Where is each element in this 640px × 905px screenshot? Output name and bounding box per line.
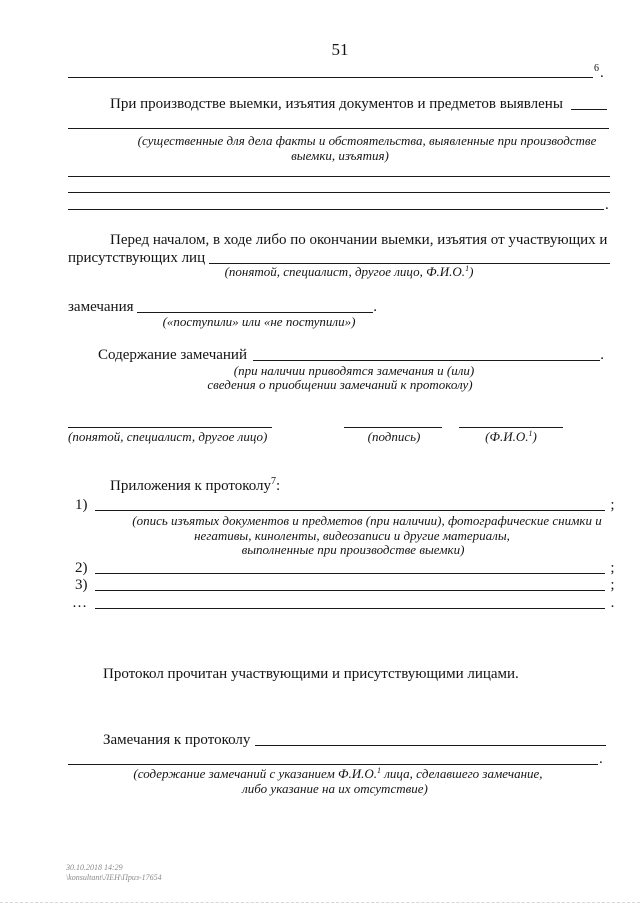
remarks-status-end-mark: . xyxy=(373,299,377,315)
participants-fill-line xyxy=(209,249,610,264)
attachments-title xyxy=(110,477,280,495)
signature-person-caption: (понятой, специалист, другое лицо) xyxy=(68,429,268,444)
protocol-remarks-fill-line-1 xyxy=(255,731,606,746)
signature-name-caption xyxy=(461,429,561,444)
participants-label: присутствующих лиц xyxy=(68,250,206,266)
attachment-item-more xyxy=(72,594,620,612)
page-number: 51 xyxy=(331,40,349,59)
attachment-item-end-mark: ; xyxy=(610,577,615,593)
protocol-remarks-caption-footnote-ref: 1 xyxy=(377,766,382,775)
attachments-title-end: : xyxy=(276,478,281,494)
attachment-item-fill-line xyxy=(95,576,605,591)
protocol-remarks-row xyxy=(103,731,606,749)
findings-row xyxy=(110,95,607,113)
participants-caption xyxy=(149,264,549,279)
remarks-content-fill-line xyxy=(253,346,600,361)
remarks-status-caption: («поступили» или «не поступили») xyxy=(162,314,356,329)
protocol-remarks-caption-line-2: либо указание на их отсутствие) xyxy=(242,781,428,796)
protocol-remarks-fill-line-2 xyxy=(68,764,598,765)
findings-fill-line-2 xyxy=(68,128,609,129)
header-continuation-line xyxy=(68,77,593,78)
attachment-item-fill-line xyxy=(95,559,605,574)
attachment-item-1 xyxy=(75,496,620,514)
signature-person-line xyxy=(68,427,272,428)
attachment-item-number: 3) xyxy=(75,577,88,593)
remarks-content-row xyxy=(98,346,604,364)
findings-fill-line-3 xyxy=(68,176,610,177)
protocol-remarks-caption-after: лица, сделавшего замечание, xyxy=(381,766,543,781)
remarks-content-caption-line-2: сведения о приобщении замечаний к протоколу) xyxy=(207,377,473,392)
attachments-caption-line-1: (опись изъятых документов и предметов (при наличии), фотографические снимки и xyxy=(132,513,602,528)
remarks-status-fill-line xyxy=(137,298,374,313)
signature-name-caption-footnote-ref: 1 xyxy=(528,429,533,438)
findings-caption-line-1: (существенные для дела факты и обстоятельства, выявленные при производстве xyxy=(137,133,597,148)
participants-caption-close: ) xyxy=(469,264,474,279)
signature-name-line xyxy=(459,427,563,428)
header-end-mark: . xyxy=(600,65,604,81)
attachment-item-number: 2) xyxy=(75,560,88,576)
protocol-remarks-label: Замечания к протоколу xyxy=(103,732,251,748)
participants-caption-text: (понятой, специалист, другое лицо, Ф.И.О. xyxy=(224,264,466,279)
participants-intro-line: Перед началом, в ходе либо по окончании выемки, изъятия от участвующих и xyxy=(110,232,608,248)
findings-fill-line-4 xyxy=(68,192,610,193)
attachment-item-number: … xyxy=(72,595,87,611)
scan-edge-line xyxy=(0,902,640,903)
attachment-item-number: 1) xyxy=(75,497,88,513)
participants-caption-footnote-ref: 1 xyxy=(465,264,470,273)
attachments-title-text: Приложения к протоколу xyxy=(110,478,272,494)
signature-caption: (подпись) xyxy=(367,429,421,444)
signature-name-caption-close: ) xyxy=(532,429,537,444)
remarks-content-end-mark: . xyxy=(600,347,604,363)
print-stamp-timestamp: 30.10.2018 14:29 xyxy=(66,863,123,872)
findings-fill-line-5 xyxy=(68,209,604,210)
remarks-status-label: замечания xyxy=(68,299,134,315)
signature-name-caption-text: (Ф.И.О. xyxy=(485,429,529,444)
protocol-remarks-end-mark: . xyxy=(599,751,603,767)
attachment-item-fill-line xyxy=(95,594,605,609)
attachment-item-fill-line xyxy=(95,496,605,511)
signature-line xyxy=(344,427,442,428)
attachment-item-end-mark: ; xyxy=(610,497,615,513)
attachments-caption-line-3: выполненные при производстве выемки) xyxy=(241,542,465,557)
findings-fill-line-1 xyxy=(571,95,607,110)
attachment-item-end-mark: ; xyxy=(610,560,615,576)
read-statement: Протокол прочитан участвующими и присутствующими лицами. xyxy=(103,666,519,682)
remarks-content-label: Содержание замечаний xyxy=(98,347,247,363)
attachment-item-2 xyxy=(75,559,620,577)
findings-label: При производстве выемки, изъятия документов и предметов выявлены xyxy=(110,96,563,112)
attachment-item-end-mark: . xyxy=(610,595,615,611)
findings-end-mark: . xyxy=(605,197,609,213)
print-stamp-path: \konsultant\ЛЕН\Приз-17654 xyxy=(66,873,162,882)
attachments-caption-line-2: негативы, киноленты, видеозаписи и другие материалы, xyxy=(194,528,510,543)
protocol-remarks-caption-line-1 xyxy=(48,766,628,781)
attachments-title-footnote-ref: 7 xyxy=(271,476,277,487)
attachment-item-3 xyxy=(75,576,620,594)
header-footnote-ref: 6 xyxy=(594,63,599,74)
findings-caption-line-2: выемки, изъятия) xyxy=(291,148,389,163)
remarks-content-caption-line-1: (при наличии приводятся замечания и (или) xyxy=(233,363,475,378)
protocol-remarks-caption-before: (содержание замечаний с указанием Ф.И.О. xyxy=(133,766,378,781)
